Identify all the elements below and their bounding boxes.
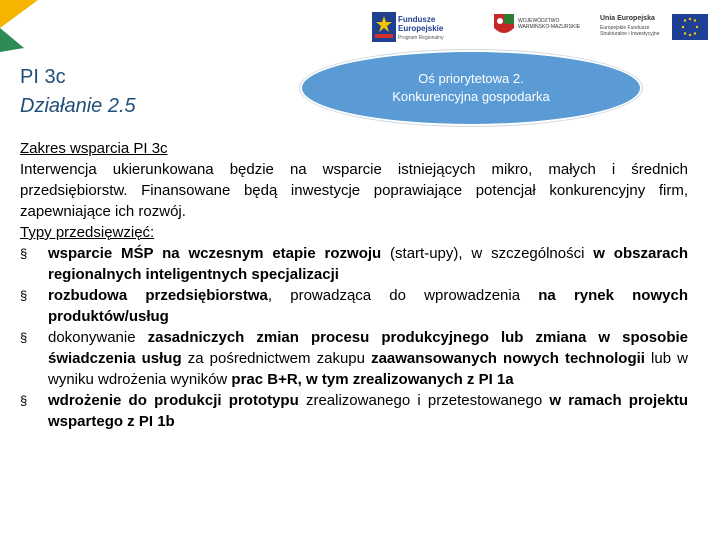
eu-flag-icon — [672, 14, 708, 40]
zakres-heading: Zakres wsparcia PI 3c — [20, 140, 168, 157]
logo-bar — [370, 8, 712, 48]
typy-list — [20, 243, 688, 432]
fundusze-europejskie-logo — [370, 8, 480, 48]
oval-line1: Oś priorytetowa 2. — [418, 71, 524, 86]
bullet-icon: § — [20, 246, 28, 261]
list-item: § wsparcie MŚP na wczesnym etapie rozwoju (start-upy), w szczególności w obszarach regionalnych inteligentnych specjalizacji — [20, 245, 688, 283]
intro-paragraph: Interwencja ukierunkowana będzie na wsparcie istniejących mikro, małych i średnich przedsiębiorstw. Finansowane będą inwestycje poprawiające potencjał konkurencyjny firm, zapewniające ich rozwój. — [20, 161, 688, 220]
list-item: § rozbudowa przedsiębiorstwa, prowadząca do wprowadzenia na rynek nowych produktów/usług — [20, 287, 688, 325]
priority-axis-oval — [300, 50, 642, 126]
ue-line2: Europejskie Fundusze Strukturalne i Inwestycyjne — [600, 25, 660, 37]
coat-of-arms-icon — [494, 14, 514, 38]
fe-line2: Europejskie — [398, 24, 444, 33]
title-dzialanie: Działanie 2.5 — [20, 95, 136, 117]
main-content — [20, 138, 688, 432]
bullet-icon: § — [20, 288, 28, 303]
bullet-icon: § — [20, 393, 28, 408]
ue-line1: Unia Europejska — [600, 15, 655, 22]
typy-heading: Typy przedsięwzięć: — [20, 224, 155, 241]
list-item: § dokonywanie zasadniczych zmian procesu produkcyjnego lub zmiana w sposobie świadczenia usług za pośrednictwem zakupu zaawansowanych nowych technologii lub w wyniku wdrożenia wyników prac B+R, w tym zrealizowanych z PI 1a — [20, 329, 688, 388]
fe-line1: Fundusze — [398, 15, 436, 24]
bullet-icon: § — [20, 330, 28, 345]
corner-decoration — [0, 0, 58, 52]
wm-text: WOJEWÓDZTWO WARMIŃSKO-MAZURSKIE — [518, 18, 581, 30]
title-pi: PI 3c — [20, 66, 66, 88]
fe-line3: Program Regionalny — [398, 35, 444, 41]
unia-europejska-logo — [596, 12, 712, 46]
oval-line2: Konkurencyjna gospodarka — [392, 89, 550, 104]
fe-star-icon — [372, 12, 396, 42]
wojewodztwo-logo — [494, 12, 584, 42]
list-item: § wdrożenie do produkcji prototypu zrealizowanego i przetestowanego w ramach projektu wspartego z PI 1b — [20, 392, 688, 430]
